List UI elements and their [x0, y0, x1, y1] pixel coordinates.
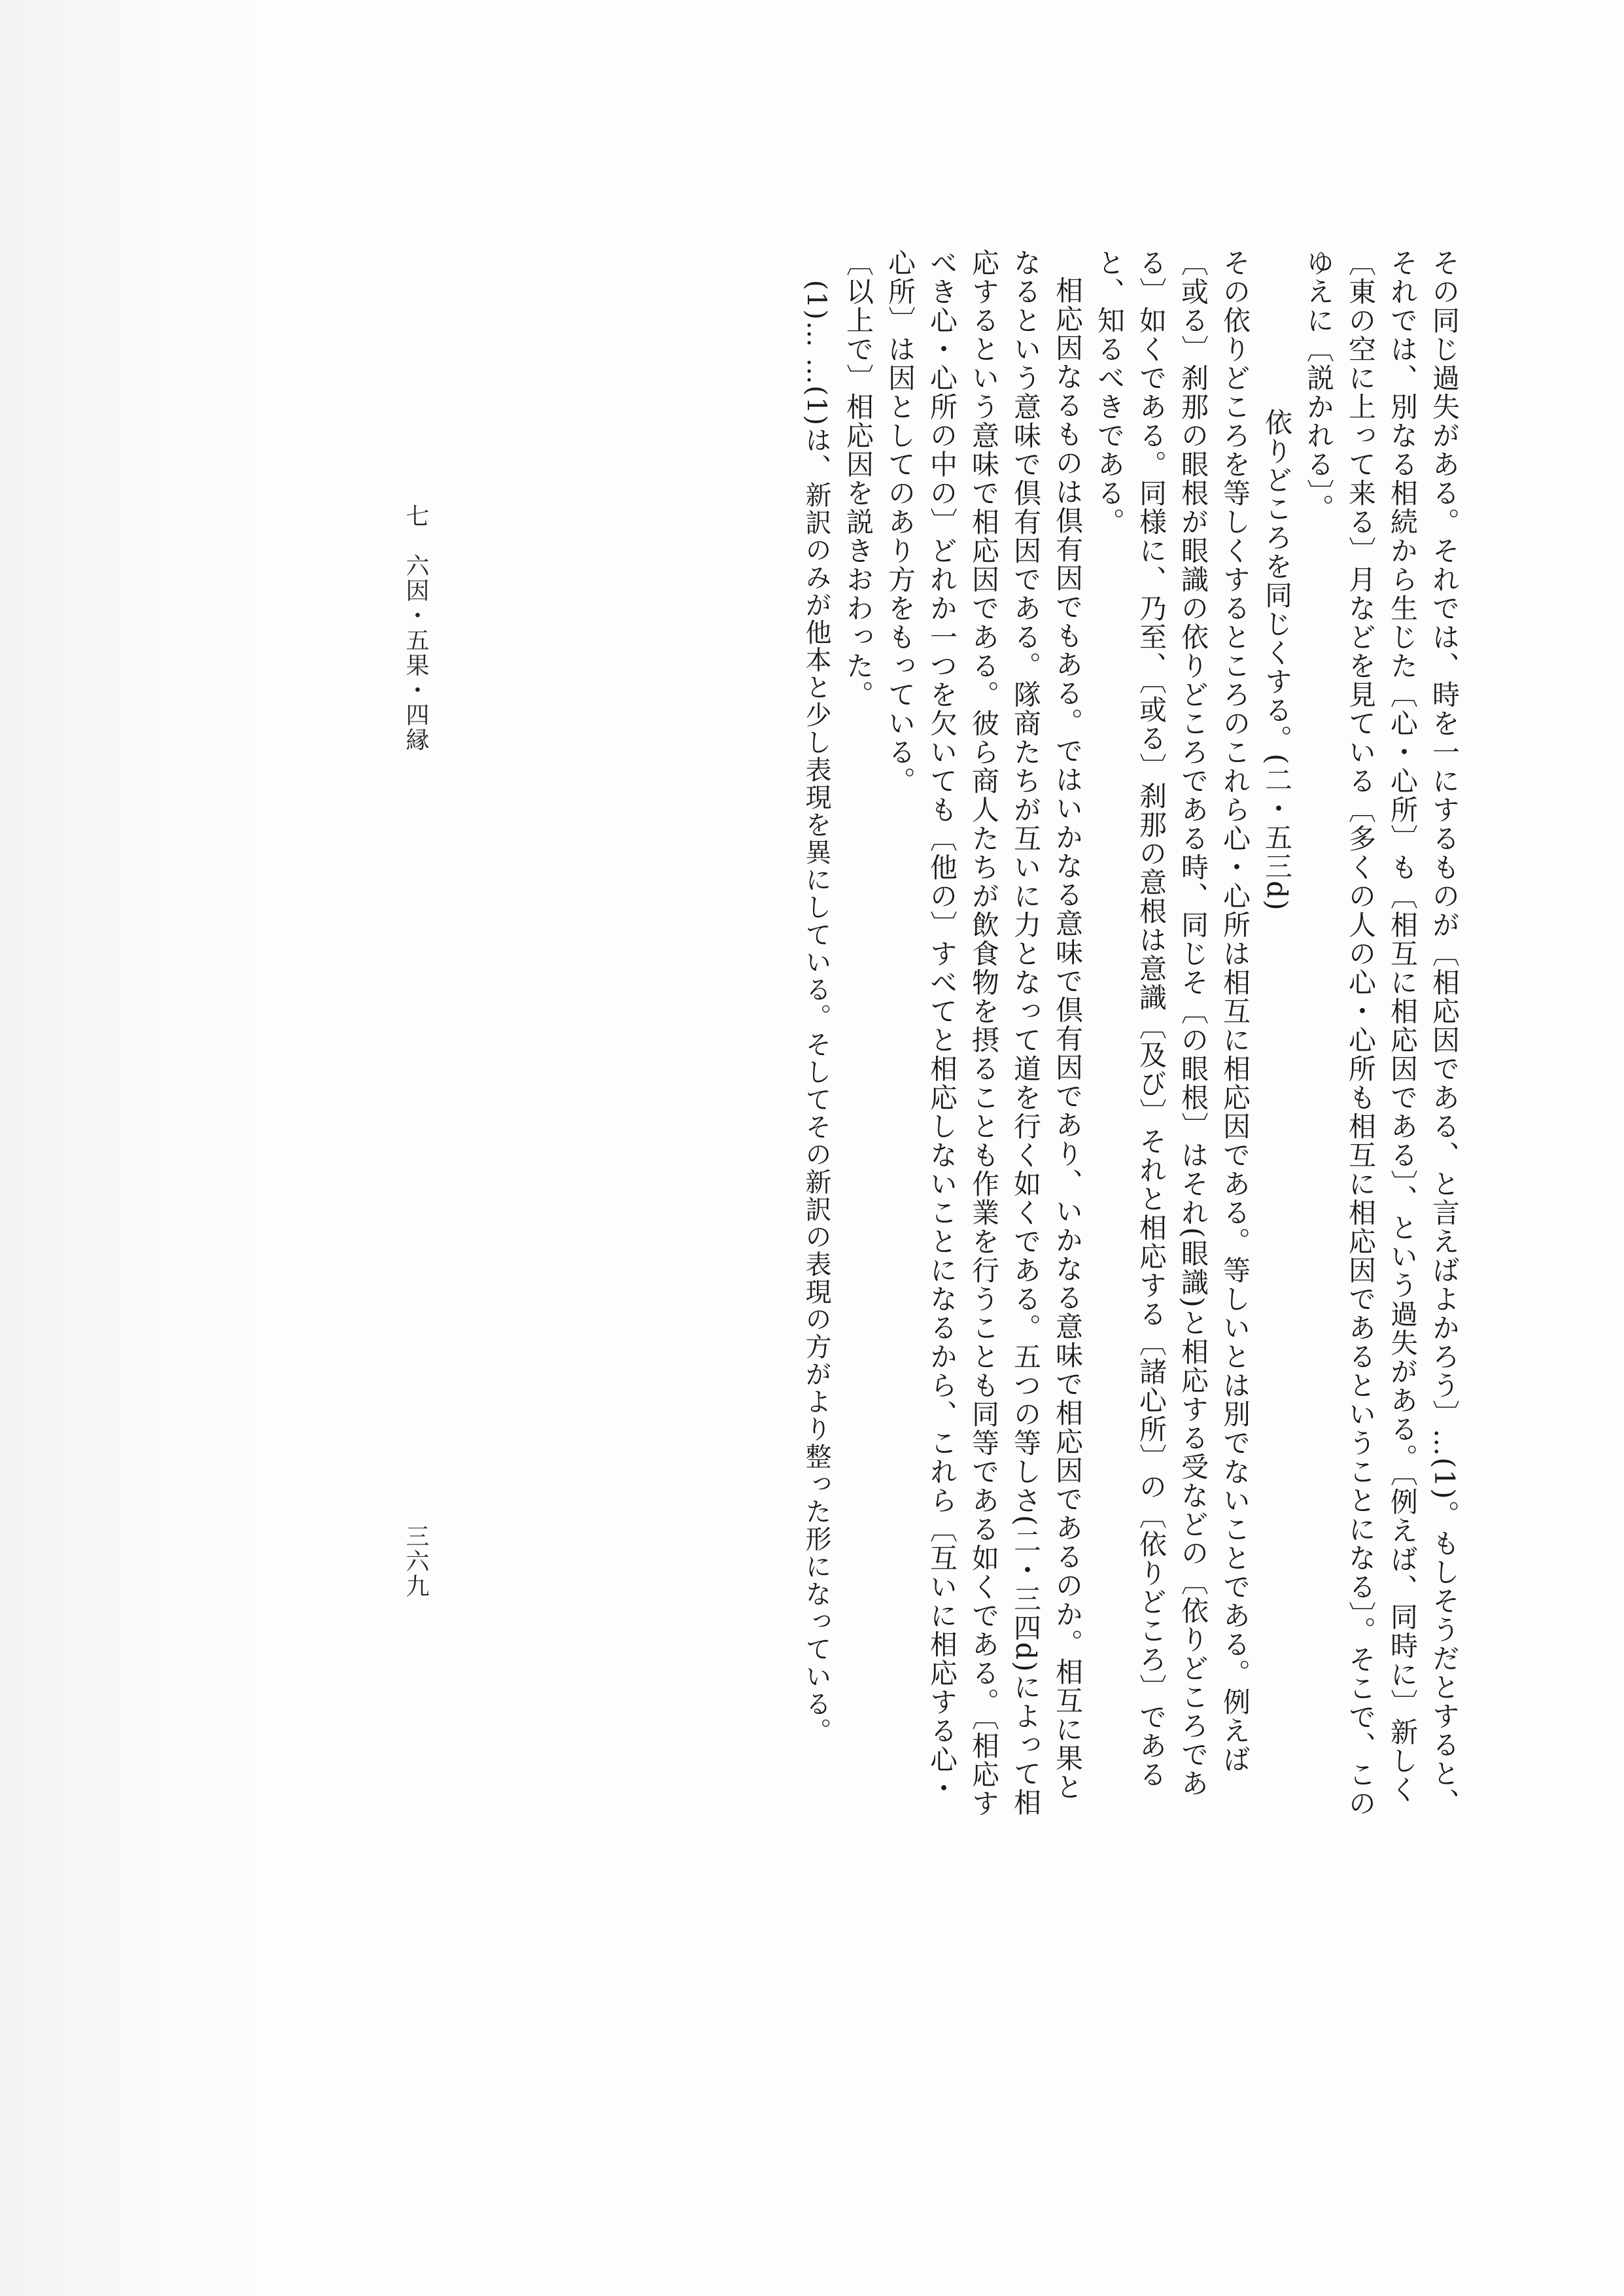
summary-line: 〔以上で〕相応因を説きおわった。 [842, 249, 874, 709]
paragraph-2: その依りどころを等しくするところのこれら心・心所は相互に相応因である。等しいとは別でないことである。例えば〔或る〕刹那の眼根が眼識の依りどころである時、同じそ〔の眼根〕はそれ(眼識)と相応する受などの〔依りどころである〕如くである。同様に、乃至、〔或る〕刹那の意根は意識〔及び〕それと相応する〔諸心所〕の〔依りどころ〕であると、知るべきである。 [1094, 249, 1251, 1798]
paragraph-1: その同じ過失がある。それでは、時を一にするものが〔相応因である、と言えばよかろう〕…(1)。もしそうだとすると、それでは、別なる相続から生じた〔心・心所〕も〔相互に相応因である〕、という過失がある。〔例えば、同時に〕新しく〔東の空に上って来る〕月などを見ている〔多くの人の心・心所も相互に相応因であるということになる〕。そこで、このゆえに〔説かれる〕。 [1303, 249, 1460, 1818]
chapter-heading: 七 六因・五果・四縁 [402, 504, 429, 752]
page-number: 三六九 [402, 1524, 429, 1599]
page-body [327, 249, 1465, 1818]
verse-line: 依りどころを同じくする。(二・五三d) [1261, 408, 1293, 912]
scan-margin-shadow [0, 0, 275, 2296]
paragraph-3: 相応因なるものは倶有因でもある。ではいかなる意味で倶有因であり、いかなる意味で相応因であるのか。相互に果となるという意味で倶有因である。隊商たちが互いに力となって道を行く如くである。五つの等しさ(二・三四d)によって相応するという意味で相応因である。彼ら商人たちが飲食物を摂ることも作業を行うことも同等である如くである。〔相応すべき心・心所の中の〕どれか一つを欠いても〔他の〕すべてと相応しないことになるから、これら〔互いに相応する心・心所〕は因としてのあり方をもっている。 [884, 249, 1084, 1818]
footnote: (1)… …(1)は、新訳のみが他本と少し表現を異にしている。そしてその新訳の表現の方がより整った形になっている。 [801, 280, 831, 1746]
